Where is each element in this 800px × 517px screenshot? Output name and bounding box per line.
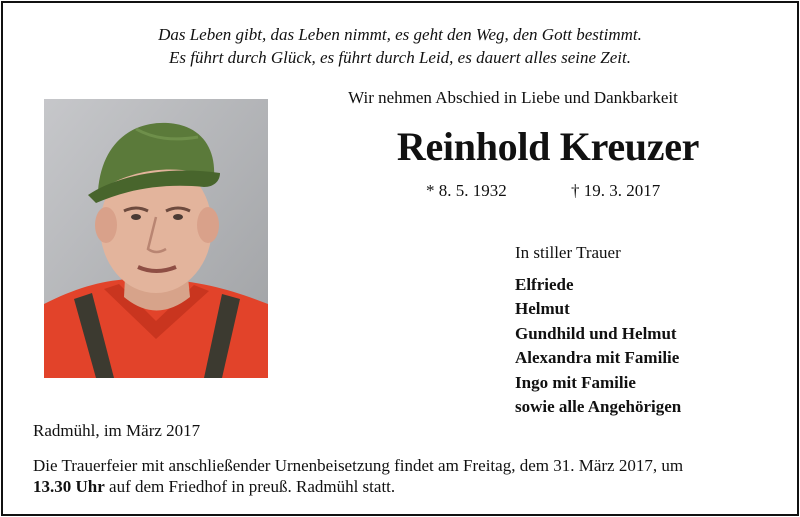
mourner: Gundhild und Helmut xyxy=(515,323,677,343)
funeral-notice xyxy=(33,455,683,497)
funeral-notice-line-2 xyxy=(33,476,683,497)
poem-line-1: Das Leben gibt, das Leben nimmt, es geht den Weg, den Gott bestimmt. xyxy=(158,25,642,44)
portrait-illustration xyxy=(44,99,268,378)
death-date: † 19. 3. 2017 xyxy=(571,181,661,200)
mourning-heading: In stiller Trauer xyxy=(515,243,621,262)
mourner: sowie alle Angehörigen xyxy=(515,397,682,417)
obituary-frame xyxy=(1,1,799,516)
funeral-notice-line-1: Die Trauerfeier mit anschließender Urnenbeisetzung findet am Freitag, dem 31. März 2017, um xyxy=(33,456,684,475)
mourner: Helmut xyxy=(515,299,570,319)
poem-line-2: Es führt durch Glück, es führt durch Leid, es dauert alles seine Zeit. xyxy=(169,48,631,67)
portrait-photo xyxy=(44,99,268,378)
mourner: Alexandra mit Familie xyxy=(515,348,680,368)
farewell-line: Wir nehmen Abschied in Liebe und Dankbarkeit xyxy=(348,88,678,107)
deceased-name: Reinhold Kreuzer xyxy=(396,124,700,169)
place-and-date: Radmühl, im März 2017 xyxy=(33,421,201,440)
funeral-time: 13.30 Uhr xyxy=(33,477,105,496)
birth-date: * 8. 5. 1932 xyxy=(426,181,507,200)
mourner: Ingo mit Familie xyxy=(515,372,636,392)
mourner: Elfriede xyxy=(515,275,574,294)
funeral-location: auf dem Friedhof in preuß. Radmühl statt. xyxy=(104,477,396,496)
mourners-list xyxy=(515,273,681,419)
